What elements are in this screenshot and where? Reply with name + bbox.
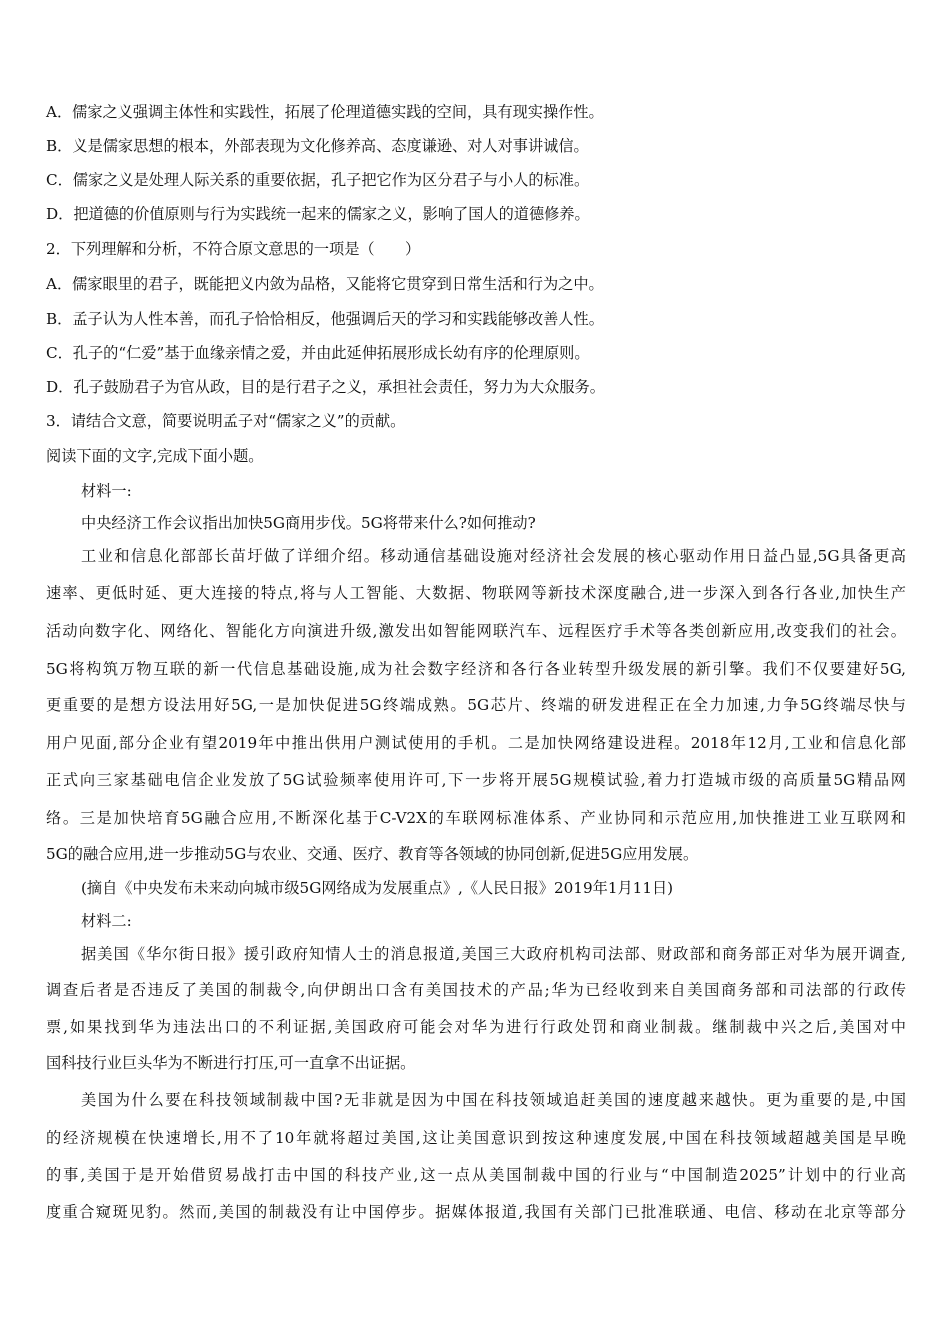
material2-para2-line: 美国为什么要在科技领域制裁中国?无非就是因为中国在科技领域追赶美国的速度越来越快。更为重要的是,中国 bbox=[81, 1091, 906, 1109]
material2-para2-line: 的事,美国于是开始借贸易战打击中国的科技产业,这一点从美国制裁中国的行业与“中国制造2025”计划中的行业高 bbox=[46, 1166, 906, 1184]
q1-option-c: C．儒家之义是处理人际关系的重要依据，孔子把它作为区分君子与小人的标准。 bbox=[46, 171, 590, 189]
q1-option-b: B．义是儒家思想的根本，外部表现为文化修养高、态度谦逊、对人对事讲诚信。 bbox=[46, 137, 589, 155]
material1-line: 活动向数字化、网络化、智能化方向演进升级,激发出如智能网联汽车、远程医疗手术等各类创新应用,改变我们的社会。 bbox=[46, 622, 906, 640]
q2-option-c: C．孔子的“仁爱”基于血缘亲情之爱，并由此延伸拓展形成长幼有序的伦理原则。 bbox=[46, 344, 590, 362]
material1-line: 更重要的是想方设法用好5G,一是加快促进5G终端成熟。5G芯片、终端的研发进程正在全力加速,力争5G终端尽快与 bbox=[46, 696, 906, 714]
material1-line: 络。三是加快培育5G融合应用,不断深化基于C-V2X的车联网标准体系、产业协同和示范应用,加快推进工业互联网和 bbox=[46, 809, 906, 827]
material2-para2-line: 的经济规模在快速增长,用不了10年就将超过美国,这让美国意识到按这种速度发展,中国在科技领域超越美国是早晚 bbox=[46, 1129, 906, 1147]
material1-line: 用户见面,部分企业有望2019年中推出供用户测试使用的手机。二是加快网络建设进程。2018年12月,工业和信息化部 bbox=[46, 734, 906, 752]
material1-lead: 中央经济工作会议指出加快5G商用步伐。5G将带来什么?如何推动? bbox=[81, 514, 536, 532]
material2-para1-line: 票,如果找到华为违法出口的不利证据,美国政府可能会对华为进行行政处罚和商业制裁。继制裁中兴之后,美国对中 bbox=[46, 1018, 906, 1036]
material2-para1-line: 国科技行业巨头华为不断进行打压,可一直拿不出证据。 bbox=[46, 1054, 416, 1072]
material2-para1-line: 据美国《华尔街日报》援引政府知情人士的消息报道,美国三大政府机构司法部、财政部和商务部正对华为展开调查, bbox=[81, 945, 906, 963]
material1-line: 正式向三家基础电信企业发放了5G试验频率使用许可,下一步将开展5G规模试验,着力打造城市级的高质量5G精品网 bbox=[46, 771, 906, 789]
q1-option-a: A．儒家之义强调主体性和实践性，拓展了伦理道德实践的空间，具有现实操作性。 bbox=[46, 103, 604, 121]
material1-line: 5G将构筑万物互联的新一代信息基础设施,成为社会数字经济和各行各业转型升级发展的新引擎。我们不仅要建好5G, bbox=[46, 660, 906, 678]
reading-instruction: 阅读下面的文字,完成下面小题。 bbox=[46, 447, 264, 465]
material2-para1-line: 调查后者是否违反了美国的制裁令,向伊朗出口含有美国技术的产品;华为已经收到来自美国商务部和司法部的行政传 bbox=[46, 981, 906, 999]
material1-line: 速率、更低时延、更大连接的特点,将与人工智能、大数据、物联网等新技术深度融合,进一步深入到各行各业,加快生产 bbox=[46, 584, 906, 602]
material1-label: 材料一: bbox=[81, 482, 132, 500]
material1-source: (摘自《中央发布未来动向城市级5G网络成为发展重点》,《人民日报》2019年1月11日) bbox=[81, 879, 674, 897]
q2-option-a: A．儒家眼里的君子，既能把义内敛为品格，又能将它贯穿到日常生活和行为之中。 bbox=[46, 275, 604, 293]
material2-label: 材料二: bbox=[81, 912, 132, 930]
q2-option-d: D．孔子鼓励君子为官从政，目的是行君子之义，承担社会责任，努力为大众服务。 bbox=[46, 378, 605, 396]
q2-stem: 2．下列理解和分析，不符合原文意思的一项是（ ） bbox=[46, 240, 421, 258]
material1-line: 工业和信息化部部长苗圩做了详细介绍。移动通信基础设施对经济社会发展的核心驱动作用日益凸显,5G具备更高 bbox=[81, 547, 906, 565]
q2-option-b: B．孟子认为人性本善，而孔子恰恰相反，他强调后天的学习和实践能够改善人性。 bbox=[46, 310, 604, 328]
material2-para2-line: 度重合窥斑见豹。然而,美国的制裁没有让中国停步。据媒体报道,我国有关部门已批准联通、电信、移动在北京等部分 bbox=[46, 1203, 906, 1221]
material1-line: 5G的融合应用,进一步推动5G与农业、交通、医疗、教育等各领域的协同创新,促进5G应用发展。 bbox=[46, 845, 699, 863]
q3-stem: 3．请结合文意，简要说明孟子对“儒家之义”的贡献。 bbox=[46, 412, 406, 430]
q1-option-d: D．把道德的价值原则与行为实践统一起来的儒家之义，影响了国人的道德修养。 bbox=[46, 205, 590, 223]
